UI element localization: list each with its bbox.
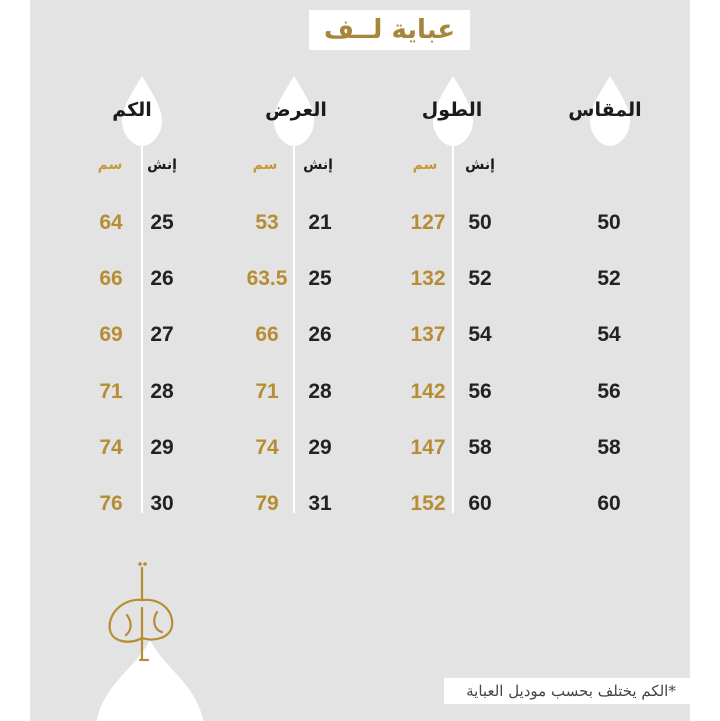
width-inch-value: 26 <box>308 323 332 346</box>
length-inch-value: 60 <box>468 492 492 515</box>
sleeve-inch-value: 27 <box>150 323 174 346</box>
footnote-banner <box>444 678 690 704</box>
size-value: 58 <box>597 436 621 459</box>
width-cm-value: 74 <box>255 436 279 459</box>
sleeve-cm-value: 71 <box>99 380 123 403</box>
calligraphy-logo-icon <box>102 560 182 670</box>
unit-cm-label: سم <box>252 157 278 173</box>
sleeve-cm-value: 66 <box>99 267 123 290</box>
unit-inch-label: إنش <box>303 157 333 173</box>
length-cm-value: 147 <box>410 436 446 459</box>
size-value: 56 <box>597 380 621 403</box>
sleeve-inch-value: 29 <box>150 436 174 459</box>
width-cm-value: 79 <box>255 492 279 515</box>
size-value: 60 <box>597 492 621 515</box>
unit-cm-label: سم <box>97 157 123 173</box>
sleeve-cm-value: 69 <box>99 323 123 346</box>
size-value: 52 <box>597 267 621 290</box>
size-value: 50 <box>597 211 621 234</box>
length-inch-value: 58 <box>468 436 492 459</box>
size-chart-panel <box>30 0 690 721</box>
width-cm-value: 71 <box>255 380 279 403</box>
unit-inch-label: إنش <box>465 157 495 173</box>
width-cm-value: 66 <box>255 323 279 346</box>
unit-inch-label: إنش <box>147 157 177 173</box>
sleeve-inch-value: 25 <box>150 211 174 234</box>
width-inch-value: 31 <box>308 492 332 515</box>
length-inch-value: 52 <box>468 267 492 290</box>
footnote-text: *الكم يختلف بحسب موديل العباية <box>466 682 676 700</box>
page-title: عباية لــف <box>323 15 456 45</box>
header-size: المقاس <box>568 99 642 121</box>
length-cm-value: 137 <box>410 323 446 346</box>
sleeve-inch-value: 28 <box>150 380 174 403</box>
length-cm-value: 152 <box>410 492 446 515</box>
width-inch-value: 21 <box>308 211 332 234</box>
sleeve-cm-value: 74 <box>99 436 123 459</box>
sleeve-inch-value: 30 <box>150 492 174 515</box>
width-inch-value: 29 <box>308 436 332 459</box>
width-cm-value: 63.5 <box>246 267 288 290</box>
length-inch-value: 56 <box>468 380 492 403</box>
length-cm-value: 142 <box>410 380 446 403</box>
length-cm-value: 132 <box>410 267 446 290</box>
length-inch-value: 50 <box>468 211 492 234</box>
title-banner <box>309 10 470 50</box>
width-cm-value: 53 <box>255 211 279 234</box>
size-value: 54 <box>597 323 621 346</box>
sleeve-cm-value: 64 <box>99 211 123 234</box>
length-inch-value: 54 <box>468 323 492 346</box>
header-length: الطول <box>421 99 483 121</box>
unit-cm-label: سم <box>412 157 438 173</box>
sleeve-cm-value: 76 <box>99 492 123 515</box>
length-cm-value: 127 <box>410 211 446 234</box>
width-inch-value: 28 <box>308 380 332 403</box>
width-inch-value: 25 <box>308 267 332 290</box>
sleeve-inch-value: 26 <box>150 267 174 290</box>
header-sleeve: الكم <box>112 99 152 121</box>
header-width: العرض <box>265 99 327 121</box>
